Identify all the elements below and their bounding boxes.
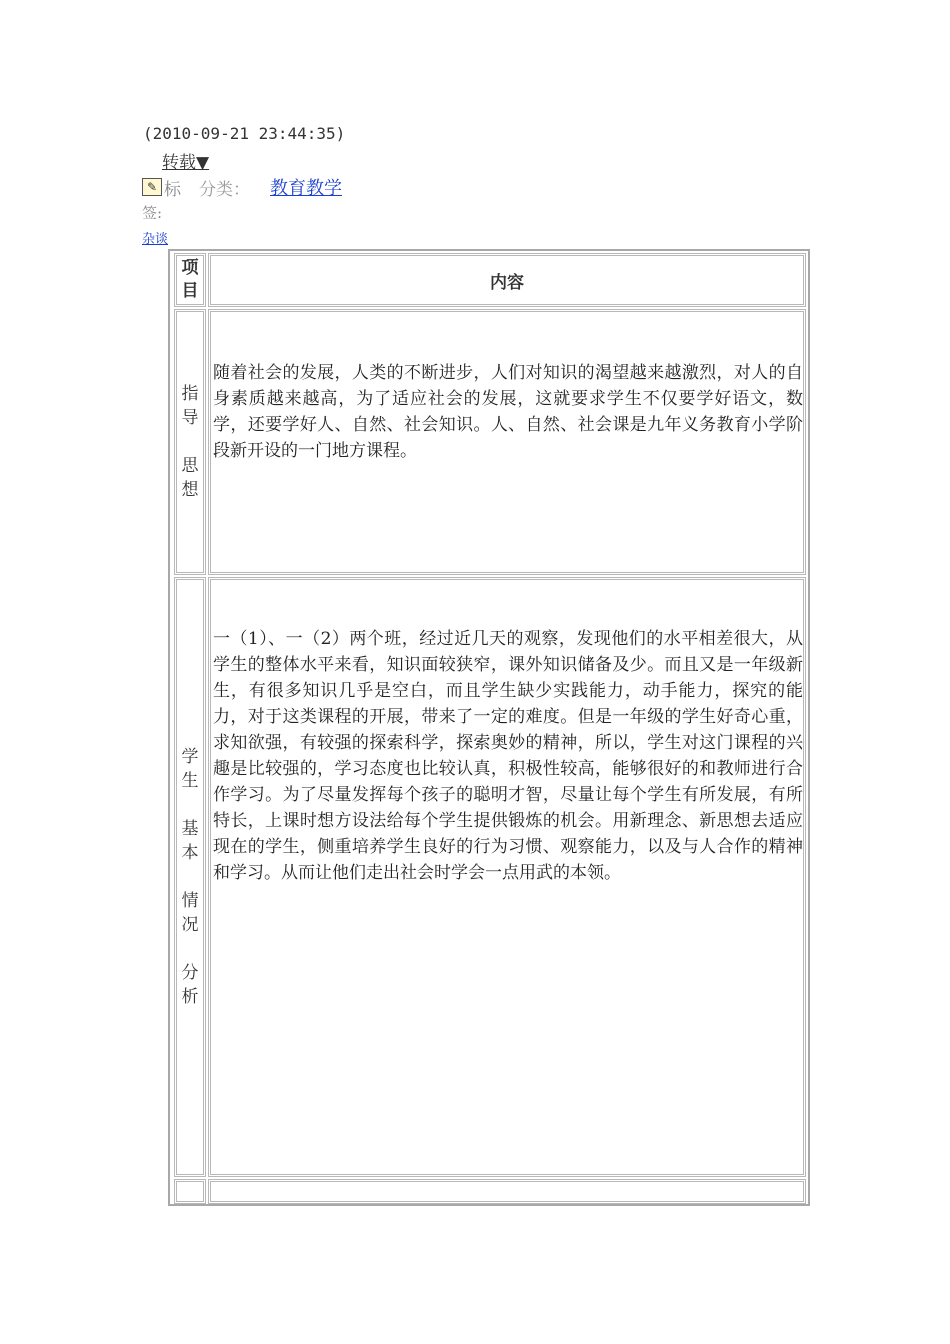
row-label-student-analysis	[174, 577, 206, 1177]
row-label-line: 想	[181, 480, 199, 500]
item-header-text: 项目	[181, 258, 199, 301]
tag-icon: ✎	[142, 178, 162, 196]
tag-category-row	[142, 174, 342, 200]
category-link[interactable]: 教育教学	[270, 178, 342, 199]
row-label-line: 本	[181, 843, 199, 863]
row-label-line: 情	[181, 891, 199, 911]
category-label: 分类：	[199, 179, 250, 200]
item-column-header	[174, 253, 206, 307]
row-label-line: 况	[181, 915, 199, 935]
row-label-guiding-idea	[174, 309, 206, 575]
row-content-guiding-idea	[208, 309, 806, 575]
row-content-text: 一（1）、一（2）两个班，经过近几天的观察，发现他们的水平相差很大，从学生的整体水平来看，知识面较狭窄，课外知识储备及少。而且又是一年级新生，有很多知识几乎是空白，而且学生缺少实践能力，动手能力，探究的能力，对于这类课程的开展，带来了一定的难度。但是一年级的学生好奇心重，求知欲强，有较强的探索科学，探索奥妙的精神，所以，学生对这门课程的兴趣是比较强的，学习态度也比较认真，积极性较高，能够很好的和教师进行合作学习。为了尽量发挥每个孩子的聪明才智，尽量让每个学生有所发展，有所特长，上课时想方设法给每个学生提供锻炼的机会。用新理念、新思想去适应现在的学生，侧重培养学生良好的行为习惯、观察能力，以及与人合作的精神和学习。从而让他们走出社会时学会一点用武的本领。	[213, 629, 803, 883]
repost-dropdown[interactable]: 转载▼	[162, 153, 210, 173]
row-label-line: 导	[181, 408, 199, 428]
row-content-text: 随着社会的发展，人类的不断进步，人们对知识的渴望越来越激烈，对人的自身素质越来越高，为了适应社会的发展，这就要求学生不仅要学好语文，数学，还要学好人、自然、社会知识。人、自然、社会课是九年义务教育小学阶段新开设的一门地方课程。	[213, 363, 803, 461]
row-label-line: 析	[181, 987, 199, 1007]
row-label-line: 基	[181, 819, 199, 839]
content-column-header: 内容	[208, 253, 806, 307]
row-content-empty	[208, 1179, 806, 1204]
tag-link[interactable]: 杂谈	[142, 232, 169, 247]
row-label-line: 分	[181, 963, 199, 983]
row-label-line: 生	[181, 771, 199, 791]
row-label-line: 思	[181, 456, 199, 476]
plan-table	[168, 249, 810, 1206]
tag-label-prefix: 标	[164, 179, 181, 200]
row-label-line: 学	[181, 747, 199, 767]
row-content-student-analysis	[208, 577, 806, 1177]
tag-label-suffix: 签:	[142, 204, 163, 222]
row-label-empty	[174, 1179, 206, 1204]
row-label-line: 指	[181, 384, 199, 404]
post-timestamp: (2010-09-21 23:44:35)	[143, 124, 346, 143]
